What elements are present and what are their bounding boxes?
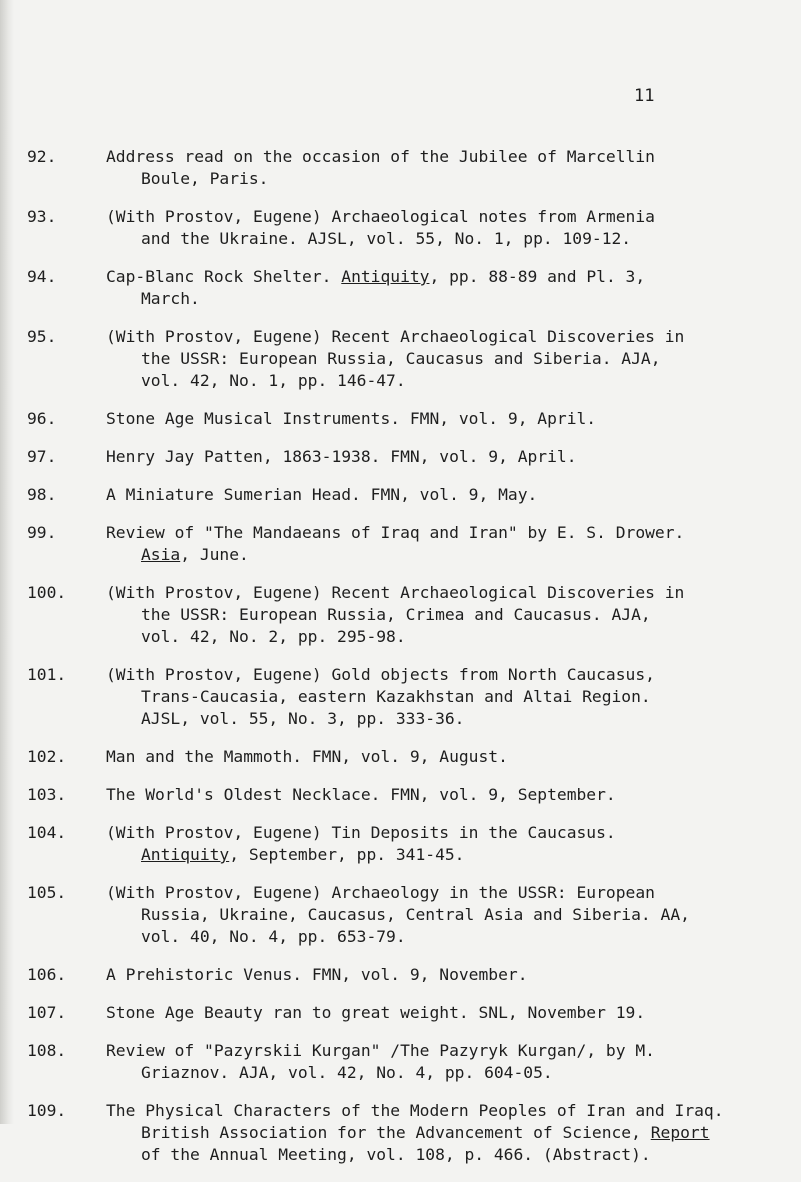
bibliography-entry (0, 266, 801, 310)
entry-line: Address read on the occasion of the Jubilee of Marcellin (106, 147, 655, 166)
bibliography-entry (0, 522, 801, 566)
bibliography-entry (0, 446, 801, 468)
entry-line: Boule, Paris. (141, 169, 269, 188)
entry-line: Trans-Caucasia, eastern Kazakhstan and Altai Region. (141, 687, 651, 706)
bibliography-entry (0, 1100, 801, 1166)
entry-number: 102. (27, 747, 67, 766)
entry-line: Stone Age Beauty ran to great weight. SNL, November 19. (106, 1003, 646, 1022)
entry-line: Asia, June. (141, 545, 249, 564)
underlined-title: Antiquity (141, 845, 230, 864)
entry-line: (With Prostov, Eugene) Tin Deposits in the Caucasus. (106, 823, 616, 842)
entry-text (106, 266, 796, 310)
entry-line: Russia, Ukraine, Caucasus, Central Asia and Siberia. AA, (141, 905, 690, 924)
bibliography-entry (0, 664, 801, 730)
entry-line: Cap-Blanc Rock Shelter. Antiquity, pp. 88-89 and Pl. 3, (106, 267, 646, 286)
bibliography-entry (0, 408, 801, 430)
entry-line: and the Ukraine. AJSL, vol. 55, No. 1, pp. 109-12. (141, 229, 632, 248)
entry-line: (With Prostov, Eugene) Recent Archaeological Discoveries in (106, 327, 685, 346)
bibliography-entry (0, 582, 801, 648)
entry-line: Man and the Mammoth. FMN, vol. 9, August. (106, 747, 508, 766)
bibliography-entry (0, 746, 801, 768)
entry-number: 98. (27, 485, 57, 504)
entry-line: vol. 42, No. 2, pp. 295-98. (141, 627, 406, 646)
entry-line: The World's Oldest Necklace. FMN, vol. 9, September. (106, 785, 616, 804)
entry-number: 96. (27, 409, 57, 428)
entry-line: (With Prostov, Eugene) Archaeological notes from Armenia (106, 207, 655, 226)
entry-line: (With Prostov, Eugene) Gold objects from North Caucasus, (106, 665, 655, 684)
entry-text (106, 1100, 796, 1166)
entry-line: vol. 40, No. 4, pp. 653-79. (141, 927, 406, 946)
underlined-title: Asia (141, 545, 181, 564)
entry-line: The Physical Characters of the Modern Peoples of Iran and Iraq. (106, 1101, 724, 1120)
entry-number: 108. (27, 1041, 67, 1060)
entry-line: of the Annual Meeting, vol. 108, p. 466. (Abstract). (141, 1145, 651, 1164)
entry-number: 92. (27, 147, 57, 166)
entry-number: 99. (27, 523, 57, 542)
entry-line: Review of "Pazyrskii Kurgan" /The Pazyryk Kurgan/, by M. (106, 1041, 655, 1060)
entry-text (106, 408, 796, 430)
entry-line: (With Prostov, Eugene) Recent Archaeological Discoveries in (106, 583, 685, 602)
bibliography-entry (0, 964, 801, 986)
entry-line: British Association for the Advancement of Science, Report (141, 1123, 710, 1142)
entry-line: Review of "The Mandaeans of Iraq and Iran" by E. S. Drower. (106, 523, 685, 542)
entry-text (106, 582, 796, 648)
entry-line: (With Prostov, Eugene) Archaeology in the USSR: European (106, 883, 655, 902)
entry-number: 106. (27, 965, 67, 984)
entry-number: 97. (27, 447, 57, 466)
bibliography-entry (0, 784, 801, 806)
entry-line: AJSL, vol. 55, No. 3, pp. 333-36. (141, 709, 465, 728)
entry-text (106, 822, 796, 866)
underlined-title: Antiquity (341, 267, 430, 286)
entry-number: 104. (27, 823, 67, 842)
bibliography-entry (0, 822, 801, 866)
entry-line: the USSR: European Russia, Caucasus and Siberia. AJA, (141, 349, 661, 368)
entry-text (106, 446, 796, 468)
entry-text (106, 882, 796, 948)
entry-text (106, 1040, 796, 1084)
entry-text (106, 146, 796, 190)
entry-line: Stone Age Musical Instruments. FMN, vol. 9, April. (106, 409, 597, 428)
entry-number: 95. (27, 327, 57, 346)
entry-text (106, 326, 796, 392)
entry-text (106, 964, 796, 986)
bibliography-entry (0, 484, 801, 506)
entry-text (106, 206, 796, 250)
bibliography-list (0, 146, 801, 1182)
entry-number: 103. (27, 785, 67, 804)
entry-text (106, 746, 796, 768)
entry-number: 105. (27, 883, 67, 902)
entry-line: A Miniature Sumerian Head. FMN, vol. 9, May. (106, 485, 538, 504)
entry-line: Griaznov. AJA, vol. 42, No. 4, pp. 604-05. (141, 1063, 553, 1082)
bibliography-entry (0, 882, 801, 948)
entry-line: March. (141, 289, 200, 308)
bibliography-entry (0, 1002, 801, 1024)
entry-line: A Prehistoric Venus. FMN, vol. 9, November. (106, 965, 528, 984)
entry-number: 109. (27, 1101, 67, 1120)
entry-text (106, 664, 796, 730)
page-number: 11 (634, 86, 655, 106)
entry-line: vol. 42, No. 1, pp. 146-47. (141, 371, 406, 390)
bibliography-entry (0, 146, 801, 190)
entry-text (106, 522, 796, 566)
entry-line: Henry Jay Patten, 1863-1938. FMN, vol. 9, April. (106, 447, 577, 466)
entry-line: Antiquity, September, pp. 341-45. (141, 845, 465, 864)
bibliography-entry (0, 326, 801, 392)
entry-text (106, 484, 796, 506)
entry-line: the USSR: European Russia, Crimea and Caucasus. AJA, (141, 605, 651, 624)
entry-text (106, 1002, 796, 1024)
entry-number: 94. (27, 267, 57, 286)
entry-number: 100. (27, 583, 67, 602)
bibliography-entry (0, 206, 801, 250)
entry-text (106, 784, 796, 806)
entry-number: 107. (27, 1003, 67, 1022)
bibliography-entry (0, 1040, 801, 1084)
entry-number: 101. (27, 665, 67, 684)
entry-number: 93. (27, 207, 57, 226)
underlined-title: Report (650, 1123, 710, 1142)
